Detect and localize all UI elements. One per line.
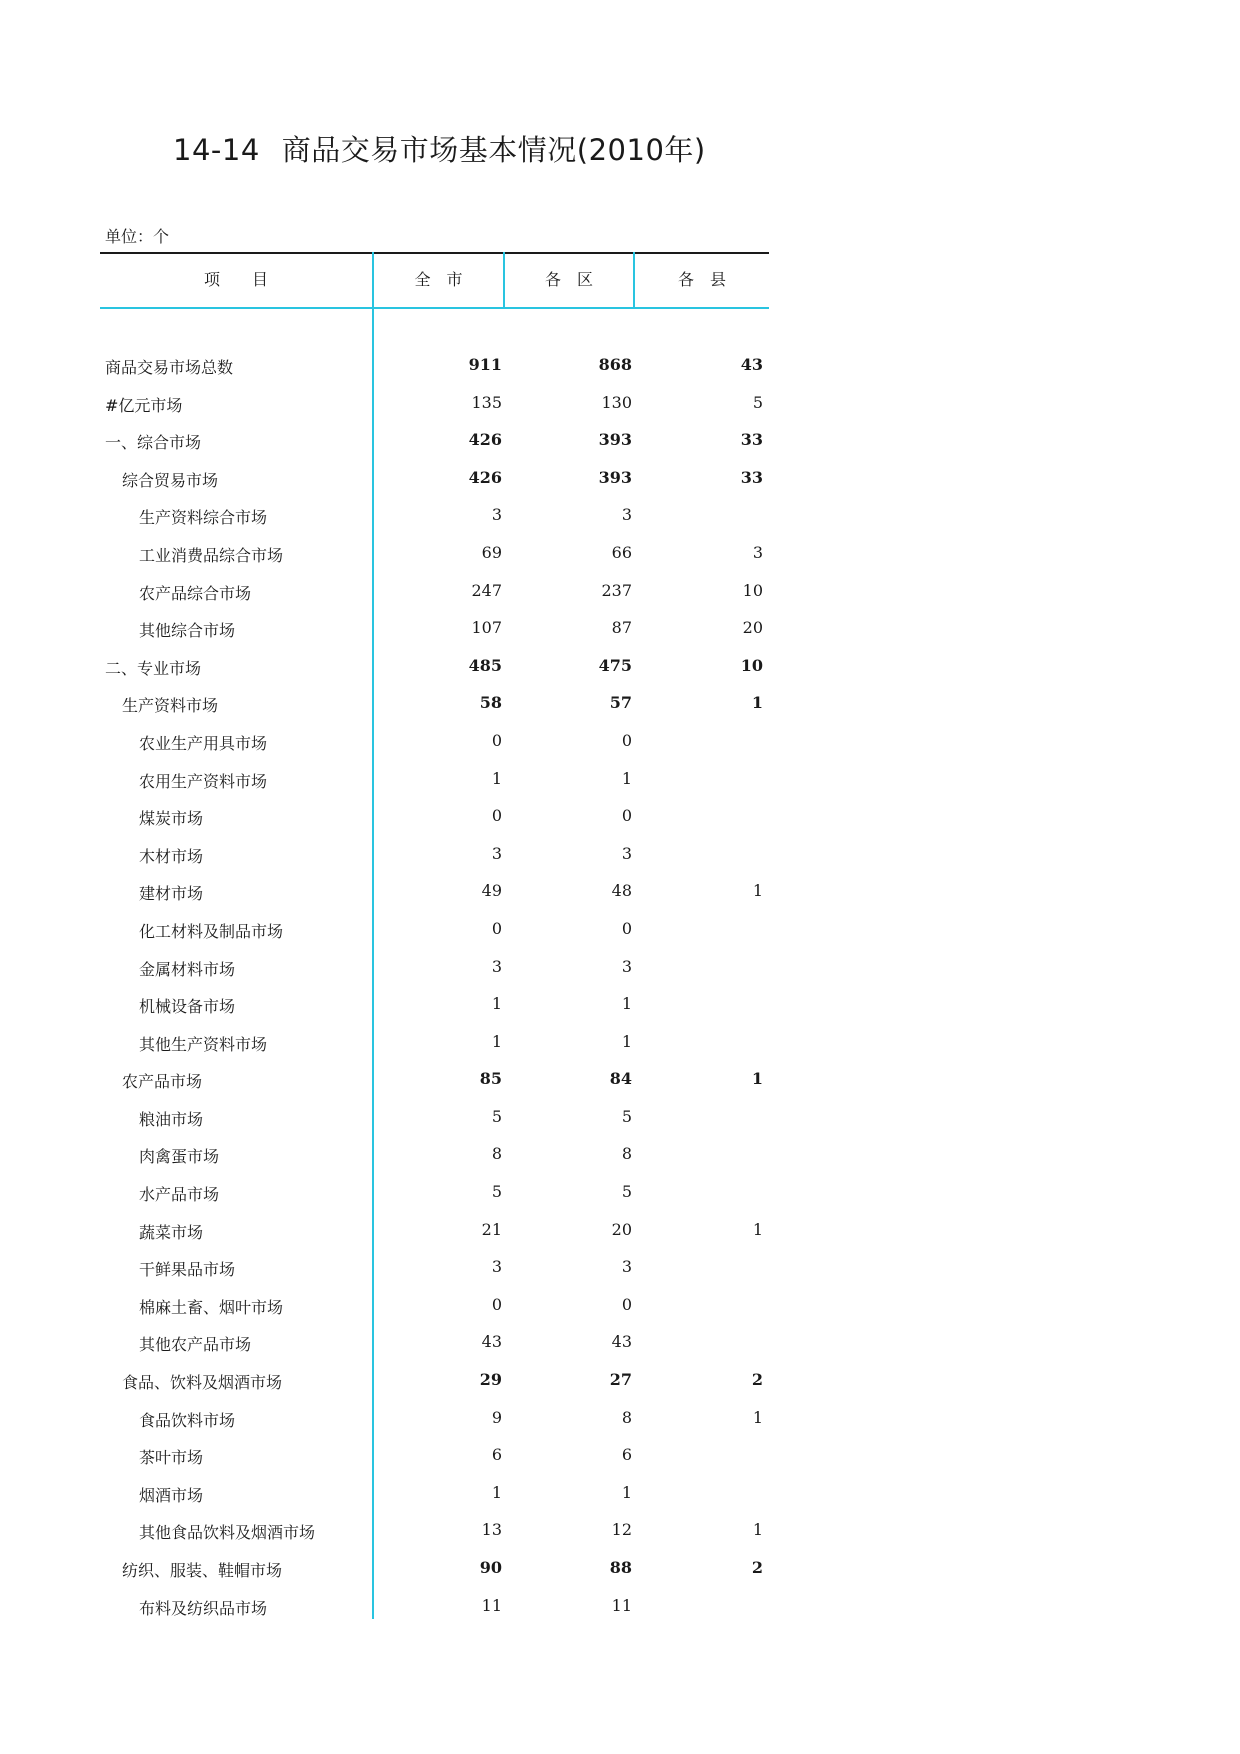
row-label: 木材市场 xyxy=(139,846,204,866)
table-row xyxy=(100,910,769,948)
table-row xyxy=(100,1286,769,1324)
value-city: 13 xyxy=(481,1520,502,1540)
row-label: 肉禽蛋市场 xyxy=(139,1147,220,1167)
value-city: 3 xyxy=(491,956,502,976)
table-row xyxy=(100,572,769,610)
value-city: 29 xyxy=(479,1370,502,1390)
value-city: 911 xyxy=(468,355,502,374)
value-city: 3 xyxy=(491,1257,502,1277)
value-county: 10 xyxy=(740,655,763,675)
value-city: 135 xyxy=(471,392,502,412)
table-row xyxy=(100,1511,769,1549)
value-county: 1 xyxy=(751,1069,763,1089)
table-row xyxy=(100,760,769,798)
value-city: 21 xyxy=(481,1219,502,1239)
value-district: 3 xyxy=(621,505,632,525)
value-city: 1 xyxy=(491,1482,502,1502)
value-district: 8 xyxy=(621,1407,632,1427)
table-body xyxy=(100,346,769,1624)
column-header-item: 项 目 xyxy=(203,270,268,289)
value-county: 5 xyxy=(752,392,763,412)
table-row xyxy=(100,1549,769,1587)
table-row xyxy=(100,534,769,572)
value-district: 87 xyxy=(611,618,632,638)
table-row xyxy=(100,1135,769,1173)
value-district: 0 xyxy=(621,918,632,938)
value-district: 48 xyxy=(611,881,632,901)
value-city: 426 xyxy=(468,430,502,450)
table-row xyxy=(100,948,769,986)
value-city: 3 xyxy=(491,843,502,863)
table-row xyxy=(100,1098,769,1136)
row-label: 一、综合市场 xyxy=(105,433,202,453)
value-district: 475 xyxy=(598,655,632,675)
table-number: 14-14 xyxy=(173,133,260,167)
value-city: 485 xyxy=(468,655,502,675)
value-county: 20 xyxy=(742,618,763,638)
table-row xyxy=(100,1399,769,1437)
column-header-district: 各 区 xyxy=(544,270,593,289)
row-label: 布料及纺织品市场 xyxy=(139,1598,268,1618)
value-county: 2 xyxy=(751,1558,763,1577)
value-county: 10 xyxy=(742,580,763,600)
table-row xyxy=(100,384,769,422)
value-city: 3 xyxy=(491,505,502,525)
table-row xyxy=(100,496,769,534)
column-header-county: 各 县 xyxy=(677,270,726,289)
row-label: 食品、饮料及烟酒市场 xyxy=(122,1373,283,1393)
value-county: 43 xyxy=(740,355,763,374)
row-label: 建材市场 xyxy=(139,884,204,904)
row-label: 化工材料及制品市场 xyxy=(139,921,284,941)
table-title-text: 商品交易市场基本情况(2010年) xyxy=(281,133,706,167)
table-row xyxy=(100,722,769,760)
table-row xyxy=(100,421,769,459)
value-district: 3 xyxy=(621,843,632,863)
value-district: 27 xyxy=(609,1370,632,1390)
value-city: 0 xyxy=(491,730,502,750)
row-label: 粮油市场 xyxy=(139,1109,204,1129)
row-label: 商品交易市场总数 xyxy=(105,358,234,377)
value-district: 0 xyxy=(621,730,632,750)
table-row xyxy=(100,1436,769,1474)
value-city: 69 xyxy=(481,542,502,562)
value-district: 11 xyxy=(611,1595,632,1615)
value-district: 1 xyxy=(621,1482,632,1502)
value-district: 393 xyxy=(598,467,632,487)
value-city: 8 xyxy=(491,1144,502,1164)
value-city: 49 xyxy=(481,881,502,901)
value-city: 58 xyxy=(479,693,502,713)
row-label: 干鲜果品市场 xyxy=(139,1260,236,1280)
value-district: 88 xyxy=(609,1558,632,1577)
value-district: 130 xyxy=(601,392,632,412)
table-row xyxy=(100,1248,769,1286)
row-label: 工业消费品综合市场 xyxy=(139,545,284,565)
row-label: 烟酒市场 xyxy=(139,1485,204,1505)
row-label: 农用生产资料市场 xyxy=(139,771,268,791)
row-label: 农产品综合市场 xyxy=(139,583,252,603)
value-district: 66 xyxy=(611,542,632,562)
unit-label: 单位：个 xyxy=(105,227,170,246)
table-row xyxy=(100,1361,769,1399)
value-district: 6 xyxy=(621,1445,632,1465)
table-row xyxy=(100,609,769,647)
value-district: 20 xyxy=(611,1219,632,1239)
row-label: 煤炭市场 xyxy=(139,809,204,829)
value-district: 84 xyxy=(609,1069,632,1089)
value-county: 3 xyxy=(752,542,763,562)
row-label: 蔬菜市场 xyxy=(139,1222,204,1242)
value-city: 43 xyxy=(481,1332,502,1352)
table-row xyxy=(100,1060,769,1098)
value-county: 1 xyxy=(751,693,763,713)
value-district: 1 xyxy=(621,994,632,1014)
row-label: 其他农产品市场 xyxy=(139,1335,252,1355)
value-district: 8 xyxy=(621,1144,632,1164)
row-label: 其他综合市场 xyxy=(139,621,236,641)
value-county: 33 xyxy=(740,467,763,487)
value-city: 107 xyxy=(471,618,502,638)
value-district: 43 xyxy=(611,1332,632,1352)
table-row xyxy=(100,1023,769,1061)
value-district: 5 xyxy=(621,1106,632,1126)
row-label: 棉麻土畜、烟叶市场 xyxy=(139,1297,284,1317)
value-city: 5 xyxy=(491,1182,502,1202)
row-label: 生产资料市场 xyxy=(122,696,219,716)
table-row xyxy=(100,1323,769,1361)
row-label: 茶叶市场 xyxy=(139,1448,204,1468)
value-city: 247 xyxy=(471,580,502,600)
value-city: 5 xyxy=(491,1106,502,1126)
table-row xyxy=(100,647,769,685)
value-district: 57 xyxy=(609,693,632,713)
row-label: 金属材料市场 xyxy=(139,959,236,979)
value-city: 85 xyxy=(479,1069,502,1089)
table-row xyxy=(100,1211,769,1249)
row-label: 农业生产用具市场 xyxy=(139,733,268,753)
value-district: 3 xyxy=(621,1257,632,1277)
value-district: 3 xyxy=(621,956,632,976)
value-county: 1 xyxy=(752,1407,763,1427)
row-label: 生产资料综合市场 xyxy=(139,508,268,528)
value-county: 1 xyxy=(752,1219,763,1239)
row-label: 机械设备市场 xyxy=(139,997,236,1017)
value-district: 0 xyxy=(621,1294,632,1314)
value-city: 1 xyxy=(491,768,502,788)
row-label: 水产品市场 xyxy=(139,1185,220,1205)
page-title xyxy=(173,128,706,169)
value-district: 1 xyxy=(621,768,632,788)
row-label: 纺织、服装、鞋帽市场 xyxy=(122,1561,283,1580)
row-label: 其他生产资料市场 xyxy=(139,1034,268,1054)
value-county: 33 xyxy=(740,430,763,450)
value-district: 5 xyxy=(621,1182,632,1202)
table-row xyxy=(100,835,769,873)
row-label: #亿元市场 xyxy=(105,395,183,415)
value-district: 0 xyxy=(621,806,632,826)
row-label: 综合贸易市场 xyxy=(122,470,219,490)
value-city: 0 xyxy=(491,918,502,938)
row-label: 其他食品饮料及烟酒市场 xyxy=(139,1523,316,1543)
value-district: 868 xyxy=(598,355,632,374)
value-district: 1 xyxy=(621,1031,632,1051)
value-city: 0 xyxy=(491,1294,502,1314)
table-row xyxy=(100,346,769,384)
table-row xyxy=(100,1474,769,1512)
table-row xyxy=(100,985,769,1023)
value-county: 2 xyxy=(751,1370,763,1390)
table-row xyxy=(100,459,769,497)
value-city: 0 xyxy=(491,806,502,826)
table-row xyxy=(100,1587,769,1625)
table-row xyxy=(100,797,769,835)
table-row xyxy=(100,684,769,722)
value-county: 1 xyxy=(752,881,763,901)
table-row xyxy=(100,1173,769,1211)
row-label: 农产品市场 xyxy=(122,1072,203,1092)
value-city: 9 xyxy=(491,1407,502,1427)
value-district: 393 xyxy=(598,430,632,450)
value-city: 1 xyxy=(491,1031,502,1051)
value-city: 90 xyxy=(479,1558,502,1577)
column-header-city: 全 市 xyxy=(414,270,463,289)
value-city: 1 xyxy=(491,994,502,1014)
value-city: 11 xyxy=(481,1595,502,1615)
row-label: 食品饮料市场 xyxy=(139,1410,236,1430)
value-city: 426 xyxy=(468,467,502,487)
value-district: 12 xyxy=(611,1520,632,1540)
table-row xyxy=(100,872,769,910)
value-district: 237 xyxy=(601,580,632,600)
value-city: 6 xyxy=(491,1445,502,1465)
row-label: 二、专业市场 xyxy=(105,658,202,678)
value-county: 1 xyxy=(752,1520,763,1540)
